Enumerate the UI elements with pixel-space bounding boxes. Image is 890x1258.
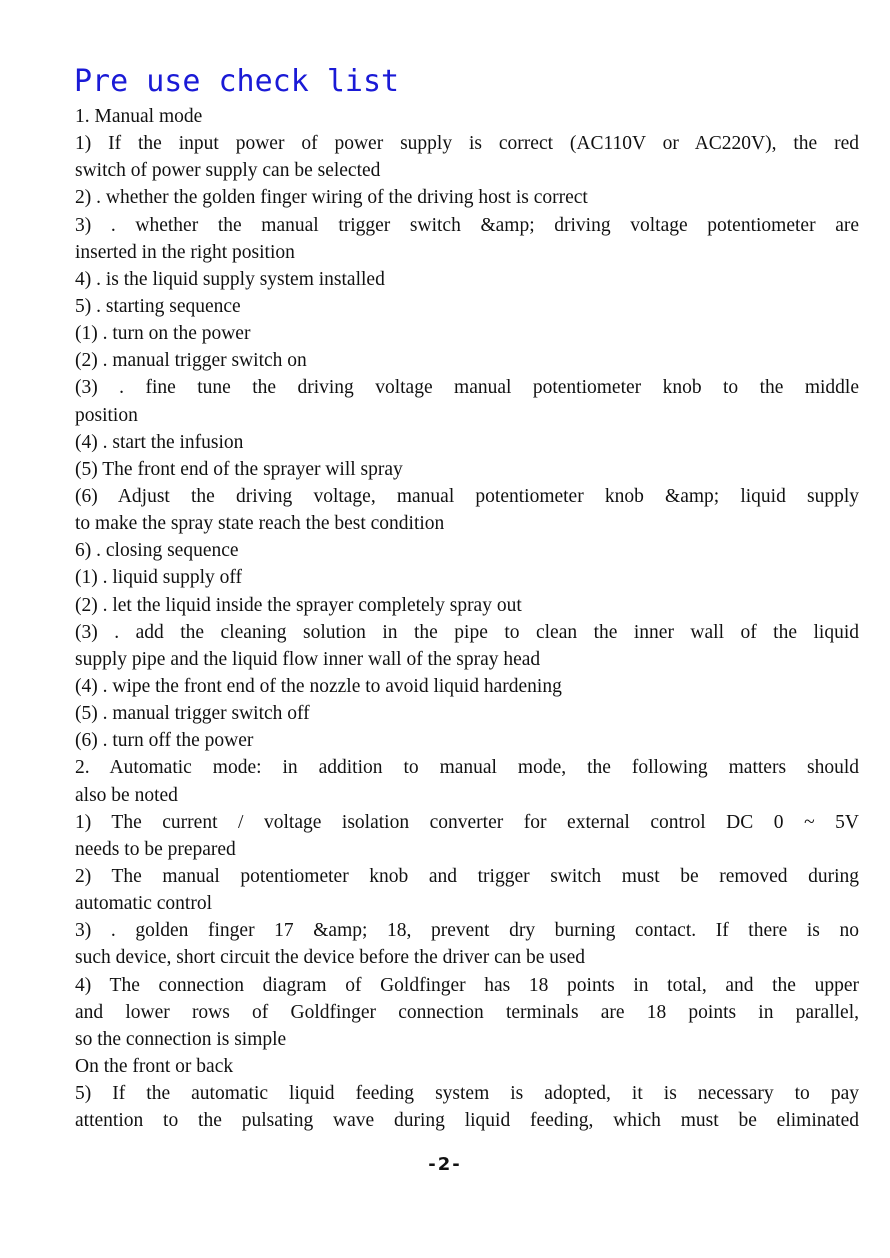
text-line: position xyxy=(75,404,138,426)
text-line: and lower rows of Goldfinger connection terminals are 18 points in parallel, xyxy=(75,1001,859,1023)
text-line: 5) If the automatic liquid feeding system is adopted, it is necessary to pay xyxy=(75,1083,859,1105)
text-line: 1) If the input power of power supply is correct (AC110V or AC220V), the red xyxy=(75,133,859,155)
text-line: automatic control xyxy=(75,893,212,915)
text-line: (2) . manual trigger switch on xyxy=(75,350,307,372)
text-line: (5) The front end of the sprayer will spray xyxy=(75,458,403,480)
text-line: 2) . whether the golden finger wiring of the driving host is correct xyxy=(75,187,588,209)
text-line: (3) . add the cleaning solution in the pipe to clean the inner wall of the liquid xyxy=(75,621,859,643)
text-line: (6) . turn off the power xyxy=(75,730,254,752)
text-line: 4) . is the liquid supply system installed xyxy=(75,268,385,290)
text-line: 2) The manual potentiometer knob and trigger switch must be removed during xyxy=(75,865,859,887)
text-line: (4) . start the infusion xyxy=(75,431,244,453)
text-line: supply pipe and the liquid flow inner wall of the spray head xyxy=(75,648,541,670)
text-line: On the front or back xyxy=(75,1055,234,1077)
text-line: to make the spray state reach the best condition xyxy=(75,513,445,535)
text-line: (3) . fine tune the driving voltage manual potentiometer knob to the middle xyxy=(75,377,859,399)
text-line: 6) . closing sequence xyxy=(75,540,239,562)
text-line: (4) . wipe the front end of the nozzle to avoid liquid hardening xyxy=(75,675,562,697)
text-line: 3) . whether the manual trigger switch &amp; driving voltage potentiometer are xyxy=(75,214,859,236)
text-line: 4) The connection diagram of Goldfinger has 18 points in total, and the upper xyxy=(75,974,859,996)
text-line: 3) . golden finger 17 &amp; 18, prevent dry burning contact. If there is no xyxy=(75,920,859,942)
text-line: also be noted xyxy=(75,784,178,806)
text-line: (1) . turn on the power xyxy=(75,323,251,345)
text-line: (6) Adjust the driving voltage, manual potentiometer knob &amp; liquid supply xyxy=(75,485,859,507)
text-line: such device, short circuit the device before the driver can be used xyxy=(75,947,586,969)
page-number: -2- xyxy=(428,1154,462,1175)
text-line: 1) The current / voltage isolation converter for external control DC 0 ~ 5V xyxy=(75,811,859,833)
text-line: switch of power supply can be selected xyxy=(75,160,381,182)
text-line: 5) . starting sequence xyxy=(75,295,241,317)
text-line: 1. Manual mode xyxy=(75,106,203,127)
text-line: (5) . manual trigger switch off xyxy=(75,703,310,725)
text-line: 2. Automatic mode: in addition to manual mode, the following matters should xyxy=(75,757,859,779)
text-line: attention to the pulsating wave during liquid feeding, which must be eliminated xyxy=(75,1110,859,1132)
text-line: (1) . liquid supply off xyxy=(75,567,243,589)
checklist-body xyxy=(75,103,859,1134)
text-line: needs to be prepared xyxy=(75,838,236,860)
text-line: inserted in the right position xyxy=(75,241,295,263)
text-line: so the connection is simple xyxy=(75,1028,287,1050)
page-title: Pre use check list xyxy=(74,64,400,99)
text-line: (2) . let the liquid inside the sprayer completely spray out xyxy=(75,594,522,616)
